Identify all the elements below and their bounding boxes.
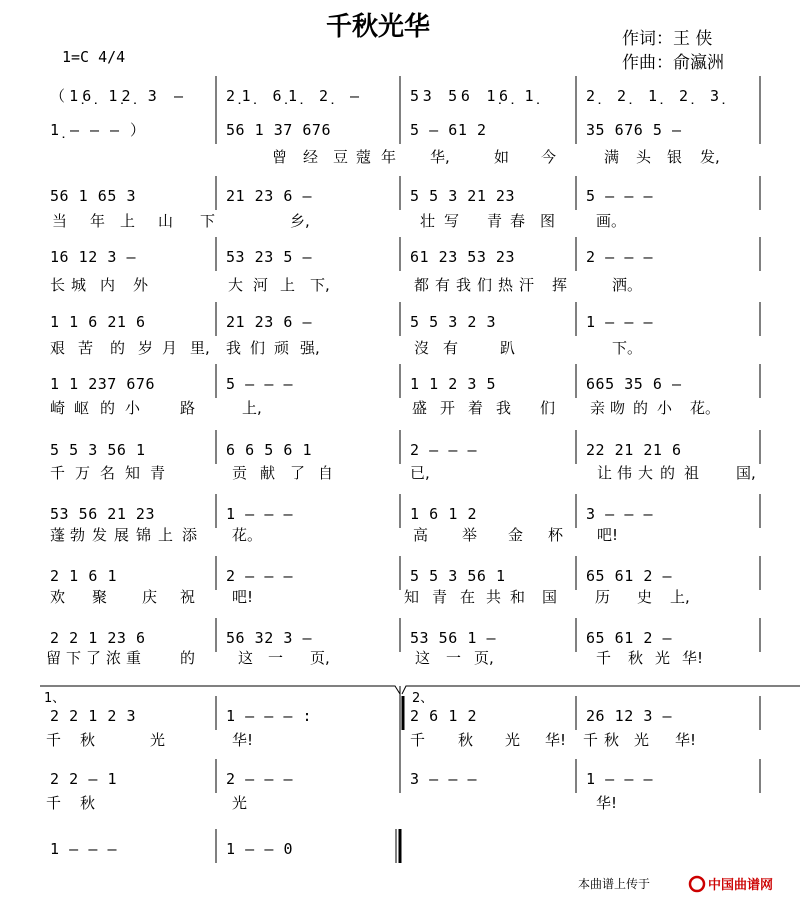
lyric-syllable: 有 <box>435 276 451 294</box>
measure-notation: 56 1 65 3 <box>50 187 136 205</box>
lyric-syllable: 华! <box>596 794 618 812</box>
lyric-syllable: 洒。 <box>612 276 643 294</box>
lyric-syllable: 光 <box>232 794 248 812</box>
lyric-syllable: 我 <box>226 339 242 357</box>
lyric-syllable: 银 <box>667 148 683 166</box>
lyric-syllable: 庆 <box>142 588 158 606</box>
measure-notation: 2 1 6 1 <box>50 567 117 585</box>
measure-notation: 2 2 1 23 6 <box>50 629 145 647</box>
score-system <box>50 556 760 606</box>
measure-notation: 5 — 61 2 <box>410 121 486 139</box>
lyric-syllable: 上 <box>158 526 174 544</box>
site-logo-text: 中国曲谱网 <box>708 878 774 893</box>
lyric-syllable: 青 <box>432 588 448 606</box>
measure-notation: 61 23 53 23 <box>410 248 515 266</box>
lyric-syllable: 下, <box>310 276 330 294</box>
lyric-syllable: 华! <box>545 731 567 749</box>
lyric-syllable: 顽 <box>274 339 290 357</box>
measure-notation: 1 — — — <box>586 313 653 331</box>
logo-mark-icon <box>690 877 704 891</box>
lyric-syllable: 苦 <box>78 339 94 357</box>
lyric-syllable: 华, <box>430 148 450 166</box>
lyric-syllable: 小 <box>125 399 141 417</box>
lyric-syllable: 头 <box>636 148 652 166</box>
site-logo <box>690 877 773 893</box>
lyric-syllable: 艰 <box>50 339 66 357</box>
lyric-syllable: 大 <box>638 464 654 482</box>
lyric-syllable: 沒 <box>414 339 430 357</box>
measure-notation: 16 12 3 — <box>50 248 136 266</box>
measure-notation: 1 — — 0 <box>226 840 293 858</box>
lyric-syllable: 大 <box>228 276 244 294</box>
lyric-syllable: 的 <box>110 339 126 357</box>
lyric-syllable: 千 <box>46 731 62 749</box>
lyric-syllable: 们 <box>250 339 266 357</box>
lyric-syllable: 吧! <box>597 526 619 544</box>
lyric-syllable: 汗 <box>519 276 535 294</box>
measure-notation: 26 12 3 — <box>586 707 672 725</box>
lyric-syllable: 青 <box>150 464 166 482</box>
lyric-syllable: 让 <box>597 464 613 482</box>
measure-notation: 1 6 1 2 <box>410 505 477 523</box>
lyric-syllable: 挥 <box>552 276 568 294</box>
lyric-syllable: 盛 <box>412 399 428 417</box>
lyric-syllable: 长 <box>50 276 66 294</box>
lyric-syllable: 祖 <box>684 464 700 482</box>
lyric-syllable: 有 <box>443 339 459 357</box>
lyric-syllable: 秋 <box>604 731 620 749</box>
measure-notation: 1 — — — : <box>226 707 312 725</box>
lyric-syllable: 蔻 <box>356 148 372 166</box>
measure-notation: 53 56 1 — <box>410 629 496 647</box>
lyric-syllable: 这 <box>238 649 254 667</box>
measure-notation: 3 — — — <box>586 505 653 523</box>
lyric-syllable: 秋 <box>458 731 474 749</box>
lyric-syllable: 祝 <box>180 588 196 606</box>
measure-notation: 5 5 3 2 3 <box>410 313 496 331</box>
lyric-syllable: 国 <box>542 588 558 606</box>
lyric-syllable: 花。 <box>690 399 721 417</box>
measure-notation: 5 5 3 21 23 <box>410 187 515 205</box>
volta-1-label: 1、 <box>44 691 66 706</box>
lyric-syllable: 发 <box>92 526 108 544</box>
lyric-syllable: 了 <box>86 649 102 667</box>
lyric-syllable: 高 <box>413 526 429 544</box>
lyric-syllable: 下 <box>66 649 82 667</box>
lyric-syllable: 河 <box>253 276 269 294</box>
lyric-syllable: 们 <box>540 399 556 417</box>
lyric-syllable: 一 <box>446 649 462 667</box>
lyric-syllable: 千 <box>583 731 599 749</box>
measure-notation: （1̣6̣ 1̣2̣ 3 — <box>50 87 183 105</box>
lyric-syllable: 年 <box>381 148 397 166</box>
lyric-syllable: 光 <box>634 731 650 749</box>
lyric-syllable: 页, <box>474 649 494 667</box>
lyric-syllable: 秋 <box>628 649 644 667</box>
lyric-syllable: 满 <box>604 148 620 166</box>
measure-notation: 65 61 2 — <box>586 567 672 585</box>
lyric-syllable: 图 <box>540 212 556 230</box>
score-system <box>50 176 760 230</box>
score-title: 千秋光华 <box>325 12 431 42</box>
measure-notation: 1 — — — <box>226 505 293 523</box>
measure-notation: 1 1 237 676 <box>50 375 155 393</box>
lyric-syllable: 上, <box>242 399 262 417</box>
lyric-syllable: 如 <box>494 148 510 166</box>
score-system <box>46 618 760 667</box>
lyric-syllable: 城 <box>71 276 87 294</box>
score-system <box>46 696 760 749</box>
lyric-syllable: 华! <box>682 649 704 667</box>
measure-notation: 5 5 3 56 1 <box>50 441 145 459</box>
score-system <box>46 759 760 812</box>
measure-notation: 6 6 5 6 1 <box>226 441 312 459</box>
measure-notation: 2̣ 2̣ 1̣ 2̣ 3̣ <box>586 87 719 105</box>
measure-notation: 21 23 6 — <box>226 313 312 331</box>
score-systems <box>46 76 760 863</box>
lyric-syllable: 崎 <box>50 399 66 417</box>
lyric-syllable: 上 <box>120 212 136 230</box>
lyric-syllable: 的 <box>633 399 649 417</box>
lyric-syllable: 小 <box>657 399 673 417</box>
lyric-syllable: 年 <box>90 212 106 230</box>
lyric-syllable: 着 <box>468 399 484 417</box>
measure-notation: 21 23 6 — <box>226 187 312 205</box>
measure-notation: 2 2 1 2 3 <box>50 707 136 725</box>
measure-notation: 1 — — — <box>50 840 117 858</box>
lyric-syllable: 蓬 <box>50 526 66 544</box>
composer-credit: 作曲：俞瀛洲 <box>622 53 724 73</box>
measure-notation: 65 61 2 — <box>586 629 672 647</box>
score-system <box>50 430 760 482</box>
lyric-syllable: 内 <box>100 276 116 294</box>
score-system <box>50 302 760 357</box>
lyric-syllable: 壮 <box>420 212 436 230</box>
lyric-syllable: 千 <box>50 464 66 482</box>
lyric-syllable: 聚 <box>92 588 108 606</box>
lyric-syllable: 页, <box>310 649 330 667</box>
lyric-syllable: 我 <box>496 399 512 417</box>
lyric-syllable: 历 <box>595 588 611 606</box>
lyric-syllable: 光 <box>150 731 166 749</box>
lyric-syllable: 金 <box>508 526 524 544</box>
lyric-syllable: 勃 <box>70 526 86 544</box>
measure-notation: 5 5 3 56 1 <box>410 567 505 585</box>
measure-notation: 2 6 1 2 <box>410 707 477 725</box>
lyric-syllable: 贡 <box>232 464 248 482</box>
lyric-syllable: 锦 <box>136 526 152 544</box>
lyric-syllable: 秋 <box>80 794 96 812</box>
lyric-syllable: 杯 <box>548 526 564 544</box>
measure-notation: 53 56 1̣6̣ 1̣ <box>410 87 534 105</box>
lyric-syllable: 名 <box>100 464 116 482</box>
measure-notation: 2 — — — <box>586 248 653 266</box>
measure-notation: 1 1 6 21 6 <box>50 313 145 331</box>
lyric-syllable: 路 <box>180 399 196 417</box>
lyric-syllable: 今 <box>541 148 557 166</box>
lyric-syllable: 吻 <box>610 399 626 417</box>
measure-notation: 2 — — — <box>226 770 293 788</box>
lyric-syllable: 的 <box>180 649 196 667</box>
lyric-syllable: 光 <box>505 731 521 749</box>
score-system <box>50 829 400 863</box>
lyric-syllable: 欢 <box>50 588 66 606</box>
measure-notation: 2̣1̣ 6̣1̣ 2̣ — <box>226 87 359 105</box>
lyric-syllable: 国, <box>736 464 756 482</box>
lyric-syllable: 史 <box>637 588 653 606</box>
measure-notation: 56 1 37 676 <box>226 121 331 139</box>
score-system <box>50 364 760 417</box>
lyric-syllable: 春 <box>510 212 526 230</box>
lyric-syllable: 乡, <box>290 212 310 230</box>
measure-notation: 2 2 — 1 <box>50 770 117 788</box>
key-signature: 1=C 4/4 <box>62 48 126 66</box>
lyric-syllable: 已, <box>410 464 430 482</box>
measure-notation: 3 — — — <box>410 770 477 788</box>
lyric-syllable: 都 <box>414 276 430 294</box>
lyric-syllable: 华! <box>675 731 697 749</box>
lyric-syllable: 知 <box>125 464 141 482</box>
footer-upload-note: 本曲谱上传于 <box>578 877 651 891</box>
lyric-syllable: 豆 <box>333 148 349 166</box>
measure-notation: 5 — — — <box>226 375 293 393</box>
lyric-syllable: 发, <box>700 148 720 166</box>
lyric-syllable: 经 <box>303 148 319 166</box>
lyric-syllable: 华! <box>232 731 254 749</box>
lyric-syllable: 一 <box>268 649 284 667</box>
lyric-syllable: 花。 <box>232 526 263 544</box>
lyric-syllable: 献 <box>260 464 276 482</box>
score-system <box>50 110 760 166</box>
lyric-syllable: 亲 <box>590 399 606 417</box>
measure-notation: 2 — — — <box>410 441 477 459</box>
lyric-syllable: 知 <box>404 588 420 606</box>
lyric-syllable: 上 <box>280 276 296 294</box>
measure-notation: 35 676 5 — <box>586 121 681 139</box>
measure-notation: 1 1 2 3 5 <box>410 375 496 393</box>
lyric-syllable: 留 <box>46 649 62 667</box>
lyric-syllable: 吧! <box>232 588 254 606</box>
score-system <box>50 76 760 110</box>
measure-notation: 53 23 5 — <box>226 248 312 266</box>
lyricist-credit: 作词：王 侠 <box>622 29 713 49</box>
lyric-syllable: 自 <box>318 464 334 482</box>
lyric-syllable: 月 <box>162 339 178 357</box>
measure-notation: 5 — — — <box>586 187 653 205</box>
volta-2-label: 2、 <box>412 691 434 706</box>
measure-notation: 2 — — — <box>226 567 293 585</box>
lyric-syllable: 千 <box>596 649 612 667</box>
measure-notation: 56 32 3 — <box>226 629 312 647</box>
lyric-syllable: 岖 <box>74 399 90 417</box>
lyric-syllable: 秋 <box>80 731 96 749</box>
score-system <box>50 494 760 544</box>
lyric-syllable: 我 <box>456 276 472 294</box>
measure-notation: 1 — — — <box>586 770 653 788</box>
lyric-syllable: 强, <box>300 339 320 357</box>
score-system <box>50 237 760 294</box>
lyric-syllable: 千 <box>46 794 62 812</box>
lyric-syllable: 上, <box>670 588 690 606</box>
lyric-syllable: 在 <box>460 588 476 606</box>
lyric-syllable: 万 <box>75 464 91 482</box>
measure-notation: 665 35 6 — <box>586 375 681 393</box>
lyric-syllable: 写 <box>444 212 460 230</box>
lyric-syllable: 下 <box>200 212 216 230</box>
lyric-syllable: 和 <box>510 588 526 606</box>
lyric-syllable: 的 <box>660 464 676 482</box>
lyric-syllable: 下。 <box>612 339 643 357</box>
lyric-syllable: 们 <box>477 276 493 294</box>
lyric-syllable: 山 <box>158 212 174 230</box>
lyric-syllable: 热 <box>498 276 514 294</box>
lyric-syllable: 光 <box>655 649 671 667</box>
lyric-syllable: 添 <box>182 526 198 544</box>
lyric-syllable: 了 <box>290 464 306 482</box>
lyric-syllable: 浓 <box>106 649 122 667</box>
lyric-syllable: 伟 <box>617 464 633 482</box>
lyric-syllable: 共 <box>486 588 502 606</box>
lyric-syllable: 展 <box>114 526 130 544</box>
lyric-syllable: 画。 <box>596 212 627 230</box>
lyric-syllable: 趴 <box>500 339 516 357</box>
lyric-syllable: 这 <box>415 649 431 667</box>
lyric-syllable: 重 <box>126 649 142 667</box>
measure-notation: 1̣ — — — ） <box>50 121 145 139</box>
lyric-syllable: 开 <box>440 399 456 417</box>
lyric-syllable: 的 <box>100 399 116 417</box>
measure-notation: 53 56 21 23 <box>50 505 155 523</box>
lyric-syllable: 当 <box>52 212 68 230</box>
lyric-syllable: 曾 <box>272 148 288 166</box>
lyric-syllable: 里, <box>190 339 210 357</box>
measure-notation: 22 21 21 6 <box>586 441 681 459</box>
lyric-syllable: 举 <box>462 526 478 544</box>
lyric-syllable: 千 <box>410 731 426 749</box>
lyric-syllable: 岁 <box>138 339 154 357</box>
lyric-syllable: 外 <box>133 276 149 294</box>
lyric-syllable: 青 <box>487 212 503 230</box>
